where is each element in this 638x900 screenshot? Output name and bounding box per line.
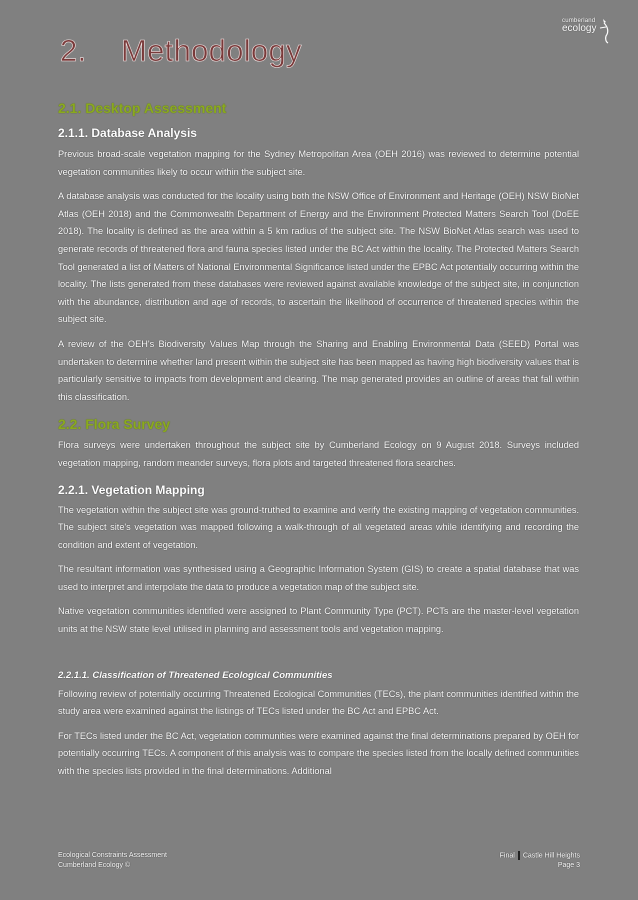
paragraph: The resultant information was synthesised using a Geographic Information System (GIS) to create a spatial database that was used to interpret and interpolate the data to produce a vegetation map of the subject site. <box>58 564 579 592</box>
document-body <box>58 98 579 781</box>
footer-copyright: Cumberland Ecology © <box>58 862 131 869</box>
footer-status: Final <box>499 852 515 860</box>
footer-left <box>58 851 167 871</box>
paragraph: The vegetation within the subject site was ground-truthed to examine and verify the existing mapping of vegetation communities. The subject site's vegetation was mapped following a walk-through of all vegetated areas while identifying and recording the condition and extent of vegetation. <box>58 504 579 550</box>
paragraph: Native vegetation communities identified were assigned to Plant Community Type (PCT). PCTs are the master-level vegetation units at the NSW state level utilised in planning and assessment tools and vegetation mapping. <box>58 606 579 635</box>
chapter-title-text: Methodology <box>121 33 302 68</box>
paragraph: A review of the OEH's Biodiversity Values Map through the Sharing and Enabling Environmental Data (SEED) Portal was undertaken to determine whether land present within the subject site has been mapped as having high biodiversity values that is particularly sensitive to impacts from development and clearing. The map generated provides an outline of areas that fall within this classification. <box>58 338 579 402</box>
footer-right <box>500 851 580 871</box>
paragraph: A database analysis was conducted for the locality using both the NSW Office of Environment and Heritage (OEH) NSW BioNet Atlas (OEH 2018) and the Commonwealth Department of Energy and the Environment Protected Matters Search Tool (DoEE 2018). The locality is defined as the area within a 5 km radius of the subject site. The NSW BioNet Atlas search was used to generate records of threatened flora and fauna species listed under the BC Act within the locality. The Protected Matters Search Tool generated a list of Matters of National Environmental Significance listed under the EPBC Act potentially occurring within the locality. The lists generated from these databases were reviewed against available knowledge of the subject site, in conjunction with the abundance, distribution and age of records, to ascertain the likelihood of occurrence of threatened species within the subject site. <box>58 191 579 325</box>
footer-separator <box>518 851 520 860</box>
paragraph: Flora surveys were undertaken throughout the subject site by Cumberland Ecology on 9 August 2018. Surveys included vegetation mapping, random meander surveys, flora plots and targeted threatened flora searches. <box>58 440 579 468</box>
chapter-number: 2. <box>60 33 87 68</box>
paragraph: Following review of potentially occurring Threatened Ecological Communities (TECs), the plant communities identified within the study area were examined against the listings of TECs listed under the BC Act and EPBC Act. <box>58 688 579 717</box>
paragraph: For TECs listed under the BC Act, vegetation communities were examined against the final determinations prepared by OEH for potentially occurring TECs. A component of this analysis was to compare the species listed from the locally defined communities with the species lists provided in the final determinations. Additional <box>58 730 579 777</box>
cumberland-ecology-logo <box>562 18 610 48</box>
section-heading-desktop-assessment: 2.1. Desktop Assessment <box>58 100 227 116</box>
subsubsection-heading-tec-classification: 2.2.1.1. Classification of Threatened Ecological Communities <box>58 669 333 681</box>
paragraph: Previous broad-scale vegetation mapping for the Sydney Metropolitan Area (OEH 2016) was reviewed to determine potential vegetation communities likely to occur within the subject site. <box>58 149 579 177</box>
chapter-title <box>60 33 302 69</box>
section-heading-flora-survey: 2.2. Flora Survey <box>58 416 171 433</box>
footer-document-title: Ecological Constraints Assessment <box>58 852 167 859</box>
logo-line1: cumberland <box>562 18 596 24</box>
bird-icon <box>598 18 610 44</box>
footer-location: Castle Hill Heights <box>522 852 580 860</box>
subsection-heading-database-analysis: 2.1.1. Database Analysis <box>58 126 197 140</box>
logo-line2: ecology <box>562 23 597 34</box>
subsection-heading-vegetation-mapping: 2.2.1. Vegetation Mapping <box>58 482 205 497</box>
page-number: Page 3 <box>557 862 580 870</box>
